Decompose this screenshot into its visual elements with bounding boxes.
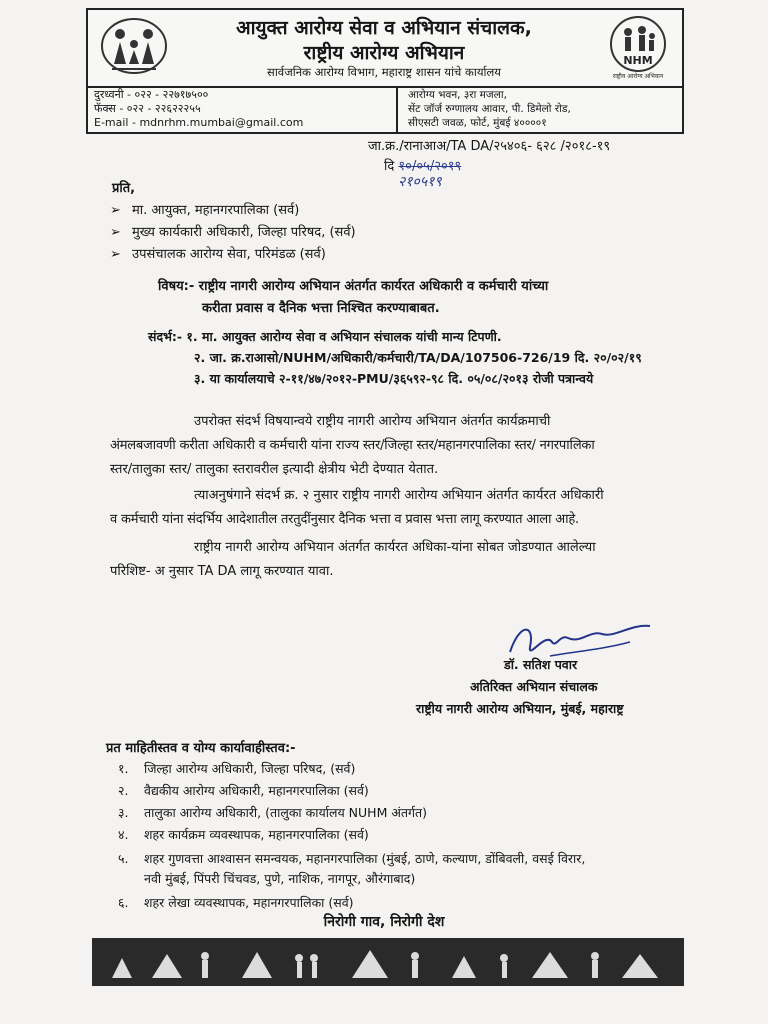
references — [148, 326, 708, 389]
subject — [158, 276, 678, 320]
signatory-name: डॉ. सतिश पवार — [504, 657, 578, 672]
reference-line: संदर्भ:- १. मा. आयुक्त आरोग्य सेवा व अभियान संचालक यांची मान्य टिपणी. — [148, 329, 502, 344]
recipient-item: ➢ मा. आयुक्त, महानगरपालिका (सर्व) — [110, 203, 300, 218]
copy-item: नवी मुंबई, पिंपरी चिंचवड, पुणे, नाशिक, नागपूर, औरंगाबाद) — [144, 871, 416, 886]
health-department-logo — [98, 16, 170, 78]
copy-item: १. जिल्हा आरोग्य अधिकारी, जिल्हा परिषद, (सर्व) — [118, 761, 356, 776]
letterhead-address — [400, 88, 682, 132]
letterhead-subtitle: सार्वजनिक आरोग्य विभाग, महाराष्ट्र शासन यांचे कार्यालय — [267, 65, 501, 79]
nhm-logo — [600, 14, 676, 82]
address-line: सेंट जॉर्ज रुग्णालय आवार, पी. डिमेलो रोड, — [408, 103, 571, 115]
footer-slogan: निरोगी गाव, निरोगी देश — [323, 914, 445, 930]
letterhead-top — [88, 10, 682, 88]
address-line: सीएसटी जवळ, फोर्ट, मुंबई ४००००१ — [408, 117, 547, 129]
body-paragraph-3: राष्ट्रीय नागरी आरोग्य अभियान अंतर्गत कार्यरत अधिका-यांना सोबत जोडण्यात आलेल्या परिशिष्ट- अ नुसार TA DA लागू करण्यात यावा. — [110, 540, 596, 579]
copy-item: ३. तालुका आरोग्य अधिकारी, (तालुका कार्यालय NUHM अंतर्गत) — [118, 805, 428, 820]
body-paragraph-2: त्याअनुषंगाने संदर्भ क्र. २ नुसार राष्ट्रीय नागरी आरोग्य अभियान अंतर्गत कार्यरत अधिकारी व कर्मचारी यांना संदर्भिय आदेशातील तरतुदींनुसार दैनिक भत्ता व प्रवास भत्ता लागू करण्यात आला आहे. — [110, 488, 604, 527]
copy-item: ४. शहर कार्यक्रम व्यवस्थापक, महानगरपालिका (सर्व) — [118, 827, 369, 842]
recipient-item: ➢ उपसंचालक आरोग्य सेवा, परिमंडळ (सर्व) — [110, 247, 326, 262]
recipients-label: प्रति, — [112, 181, 136, 196]
address-line: आरोग्य भवन, ३रा मजला, — [408, 89, 507, 101]
letter-date — [384, 156, 462, 190]
nhm-logo-text: NHM — [623, 54, 653, 67]
date-struck: १०/०५/२०१९ — [398, 159, 462, 174]
reference-number: जा.क्र./रानाआअ/TA DA/२५४०६- ६२८ /२०१८-१९ — [368, 139, 611, 154]
fax-number: फॅक्स - ०२२ - २२६२२२५५ — [94, 102, 201, 115]
letterhead-title-line1: आयुक्त आरोग्य सेवा व अभियान संचालक, — [236, 17, 532, 39]
date-handwritten: २१०५१९ — [398, 174, 442, 190]
recipient-item: ➢ मुख्य कार्यकारी अधिकारी, जिल्हा परिषद, (सर्व) — [110, 225, 356, 240]
arrow-icon: ➢ — [110, 225, 121, 240]
phone-number: दुरध्वनी - ०२२ - २२७१७५०० — [94, 88, 209, 101]
signatory-office: राष्ट्रीय नागरी आरोग्य अभियान, मुंबई, महाराष्ट्र — [416, 701, 624, 716]
copy-item: ५. शहर गुणवत्ता आश्वासन समन्वयक, महानगरपालिका (मुंबई, ठाणे, कल्याण, डोंबिवली, वसई विरार, — [118, 851, 586, 866]
nhm-logo-caption: राष्ट्रीय आरोग्य अभियान — [612, 73, 664, 80]
copy-item: २. वैद्यकीय आरोग्य अधिकारी, महानगरपालिका (सर्व) — [118, 783, 369, 798]
body-paragraph-1: उपरोक्त संदर्भ विषयान्वये राष्ट्रीय नागरी आरोग्य अभियान अंतर्गत कार्यक्रमाची अंमलबजावणी करीता अधिकारी व कर्मचारी यांना राज्य स्तर/जिल्हा स्तर/महानगरपालिका स्तर/ नगरपालिका स्तर/तालुका स्तर/ तालुका स्तरावरील इत्यादी क्षेत्रीय भेटी देण्यात येतात. — [110, 414, 595, 477]
copies-title: प्रत माहितीस्तव व योग्य कार्यावाहीस्तव:- — [106, 741, 296, 756]
date-label: दि — [384, 159, 395, 174]
copy-item: ६. शहर लेखा व्यवस्थापक, महानगरपालिका (सर्व) — [118, 895, 354, 910]
subject-line: करीता प्रवास व दैनिक भत्ता निश्चित करण्याबाबत. — [202, 301, 440, 316]
letterhead — [86, 8, 684, 134]
arrow-icon: ➢ — [110, 247, 121, 262]
arrow-icon: ➢ — [110, 203, 121, 218]
subject-line: विषय:- राष्ट्रीय नागरी आरोग्य अभियान अंतर्गत कार्यरत अधिकारी व कर्मचारी यांच्या — [158, 279, 549, 294]
signatory-designation: अतिरिक्त अभियान संचालक — [470, 679, 598, 694]
letterhead-title-line2: राष्ट्रीय आरोग्य अभियान — [303, 42, 465, 64]
reference-line: २. जा. क्र.राआसो/NUHM/अधिकारी/कर्मचारी/TA/DA/107506-726/19 दि. २०/०२/१९ — [194, 350, 642, 365]
village-footer-band — [92, 938, 684, 986]
letterhead-contact — [88, 88, 398, 132]
reference-line: ३. या कार्यालयाचे २-११/४७/२०१२-PMU/३६५९२-९८ दि. ०५/०८/२०१३ रोजी पत्रान्वये — [194, 371, 594, 386]
email-address: E-mail - mdnrhm.mumbai@gmail.com — [94, 116, 304, 129]
